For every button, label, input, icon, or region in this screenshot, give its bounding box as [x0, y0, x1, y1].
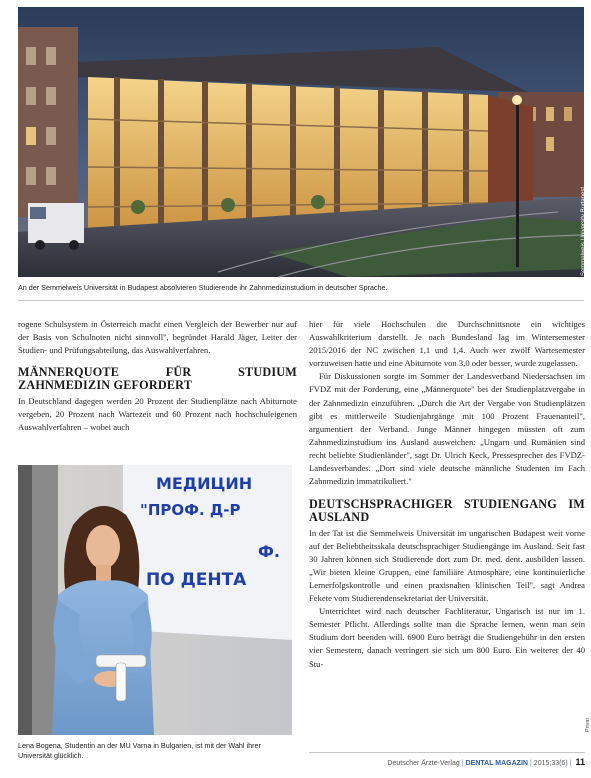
- publisher-name: Deutscher Ärzte-Verlag: [387, 760, 460, 767]
- student-photo-caption: Lena Bogena, Studentin an der MU Varna in Bulgarien, ist mit der Wahl ihrer Universität glücklich.: [18, 741, 261, 760]
- sign-line-3: Ф.: [258, 542, 280, 561]
- page-footer: Deutscher Ärzte-Verlag | DENTAL MAGAZIN | 2015;33(6) | 11: [387, 757, 585, 767]
- issue-number: 2015;33(6): [533, 760, 568, 767]
- photo-credit: Privat: [585, 718, 591, 733]
- magazine-name: DENTAL MAGAZIN: [465, 760, 528, 767]
- divider: [18, 300, 584, 301]
- sign-line-2: "ПРОФ. Д-Р: [140, 501, 241, 519]
- section-heading: DEUTSCHSPRACHIGER STUDIENGANG IM AUSLAND: [309, 497, 585, 525]
- paragraph: rogene Schulsystem in Österreich macht einen Vergleich der Bewerber nur auf der Basis von Schulnoten nicht sinnvoll", begründet Harald Jäger, Leiter der Studien- und Prüfungsabteilung, das Auswahlverfahren.: [18, 319, 297, 356]
- photo-credit: Semmelweis University Budapest: [581, 187, 587, 277]
- sign-line-4: ПО ДЕНТА: [146, 570, 247, 590]
- section-heading: MÄNNERQUOTE FÜR STUDIUM ZAHNMEDIZIN GEFORDERT: [18, 365, 297, 393]
- university-building-photo: [18, 7, 587, 277]
- paragraph: hier für viele Hochschulen die Durchschnittsnote ein wichtiges Auswahlkriterium darstellt. Je nach Bundesland lag im Wintersemester 2015/2016 der NC zwischen 1,1 und 1,4. Auch wer zwölf Wartesemester vorzuweisen hatte und eine Abiturnote von 3,0 oder besser, wurde zugelassen.: [309, 319, 585, 369]
- paragraph: Unterrichtet wird nach deutscher Fachliteratur, Ungarisch ist nur im 1. Semester Pflicht. Allerdings sollte man die Sprache lernen, wenn man sein Studium dort beenden will. 6900 Euro beträgt die Studiengebühr in den ersten vier Semestern, danach verringert sie sich um 800 Euro. Ein weiterer der 40 Stu-: [309, 606, 585, 669]
- student-photo: [18, 465, 292, 735]
- paragraph: Für Diskussionen sorgte im Sommer der Landesverband Niedersachsen im FVDZ mit der Forderung, eine „Männerquote" bei der Studienplatzvergabe in der Zahnmedizin einzuführen. „Durch die Art der Vergabe von Studienplätzen gibt es mittlerweile Studienjahrgänge mit 100 Prozent Frauenanteil", argumentiert der Verband. Junge Männer hingegen müssten oft zum Zahnmedizinstudium ins Ausland ausweichen: „Ungarn und Rumänien sind recht beliebte Studienländer", sagt Dr. Ulrich Keck, Pressesprecher des FVDZ-Landesverbandes. „Dort sind viele deutsche männliche Studenten im Fach Zahnmedizin immatrikuliert.": [309, 371, 585, 487]
- page-number: 11: [575, 757, 585, 767]
- top-photo-caption: An der Semmelweis Universität in Budapest absolvieren Studierende ihr Zahnmedizinstudium in deutscher Sprache.: [18, 283, 388, 292]
- paragraph: In Deutschland dagegen werden 20 Prozent der Studienplätze nach Abiturnote vergeben, 20 Prozent nach Wartezeit und 60 Prozent nach hochschuleigenen Auswahlverfahren – wobei auch: [18, 395, 297, 432]
- left-column: [18, 318, 297, 434]
- paragraph: In der Tat ist die Semmelweis Universität im ungarischen Budapest weit vorne auf der Beliebtheitsskala deutschsprachiger Studiengänge im Ausland. Seit fast 30 Jahren können sich Studierende dort zum Dr. med. dent. ausbilden lassen. „Wir bieten kleine Gruppen, eine familiäre Atmosphäre, eine kontinuierliche Lernerfolgskontrolle und einen praxisnahen klinischen Teil", sagt Andrea Fekete vom Studierendensekretariat der Universität.: [309, 527, 585, 604]
- sign-line-1: МЕДИЦИН: [156, 474, 253, 493]
- footer-divider: [309, 752, 585, 753]
- right-column: [309, 318, 585, 671]
